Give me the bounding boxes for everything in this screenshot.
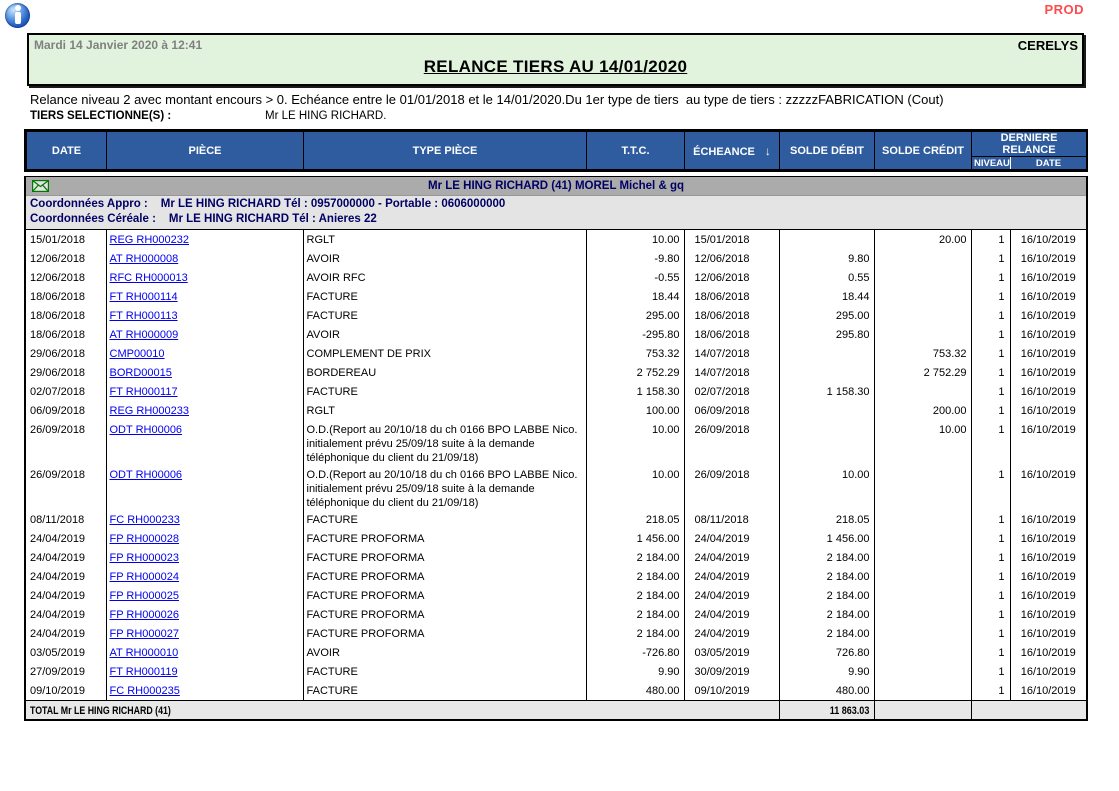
table-row (26, 548, 1086, 567)
table-row (26, 249, 1086, 268)
cell-date: 03/05/2019 (26, 643, 106, 662)
cell-ttc: 1 456.00 (586, 529, 684, 548)
piece-link[interactable]: AT RH000010 (109, 647, 179, 659)
cell-ttc: 100.00 (586, 401, 684, 420)
cell-piece (106, 605, 303, 624)
piece-link[interactable]: FC RH000233 (109, 514, 180, 526)
cell-niveau: 1 (971, 382, 1010, 401)
cell-piece (106, 306, 303, 325)
cell-niveau: 1 (971, 643, 1010, 662)
cell-solde-credit (874, 306, 971, 325)
cell-type-piece: O.D.(Report au 20/10/18 du ch 0166 BPO LABBE Nico. initialement prévu 25/09/18 suite à la demande téléphonique du client du 21/09/18) (303, 420, 586, 465)
cell-solde-debit: 2 184.00 (779, 567, 874, 586)
piece-link[interactable]: REG RH000233 (109, 405, 189, 417)
cell-relance-date: 16/10/2019 (1020, 533, 1076, 545)
cell-solde-credit (874, 382, 971, 401)
table-row (26, 230, 1086, 249)
cell-solde-credit (874, 624, 971, 643)
cell-niveau: 1 (971, 230, 1010, 249)
cell-type-piece: FACTURE (303, 681, 586, 700)
cell-echeance: 26/09/2018 (684, 420, 779, 465)
cell-solde-debit: 2 184.00 (779, 586, 874, 605)
cell-solde-debit: 18.44 (779, 287, 874, 306)
table-header (24, 129, 1088, 172)
total-label: TOTAL Mr LE HING RICHARD (41) (30, 704, 171, 717)
table-row (26, 306, 1086, 325)
table-row (26, 605, 1086, 624)
info-icon-stem (15, 12, 21, 24)
cell-type-piece: FACTURE PROFORMA (303, 567, 586, 586)
cell-solde-debit (779, 230, 874, 249)
cell-niveau: 1 (971, 325, 1010, 344)
cell-date: 02/07/2018 (26, 382, 106, 401)
cell-echeance: 24/04/2019 (684, 586, 779, 605)
cell-ttc: 1 158.30 (586, 382, 684, 401)
column-header-niveau: NIVEAU (972, 157, 1011, 170)
cell-type-piece: RGLT (303, 230, 586, 249)
cell-piece (106, 363, 303, 382)
cell-relance-date: 16/10/2019 (1020, 405, 1076, 417)
total-relance-cell (971, 700, 1086, 719)
cell-niveau: 1 (971, 662, 1010, 681)
cell-relance-date: 16/10/2019 (1020, 272, 1076, 284)
cell-relance-date: 16/10/2019 (1020, 253, 1076, 265)
cell-ttc: -0.55 (586, 268, 684, 287)
column-header-relance-date: DATE (1011, 157, 1087, 170)
cell-solde-credit (874, 548, 971, 567)
cell-solde-debit: 726.80 (779, 643, 874, 662)
cell-niveau: 1 (971, 465, 1010, 510)
cell-solde-debit: 295.00 (779, 306, 874, 325)
cell-relance-date: 16/10/2019 (1020, 424, 1076, 436)
cell-piece (106, 420, 303, 465)
piece-link[interactable]: ODT RH00006 (109, 424, 183, 436)
cell-solde-credit (874, 662, 971, 681)
cell-type-piece: FACTURE (303, 662, 586, 681)
cell-solde-debit: 10.00 (779, 465, 874, 510)
piece-link[interactable]: BORD00015 (109, 367, 172, 379)
piece-link[interactable]: REG RH000232 (109, 234, 189, 246)
cell-niveau: 1 (971, 567, 1010, 586)
tiers-group-header (26, 177, 1086, 196)
cell-type-piece: AVOIR (303, 325, 586, 344)
cell-type-piece: FACTURE PROFORMA (303, 548, 586, 567)
cell-ttc: 10.00 (586, 420, 684, 465)
cell-echeance: 09/10/2019 (684, 681, 779, 700)
cell-niveau: 1 (971, 624, 1010, 643)
table-row (26, 586, 1086, 605)
cell-niveau: 1 (971, 363, 1010, 382)
cell-ttc: 18.44 (586, 287, 684, 306)
cell-piece (106, 586, 303, 605)
cell-piece (106, 548, 303, 567)
piece-link[interactable]: CMP00010 (109, 348, 165, 360)
table-row (26, 643, 1086, 662)
sort-descending-icon: ↓ (764, 143, 771, 158)
cell-relance-date: 16/10/2019 (1020, 552, 1076, 564)
cell-solde-credit (874, 287, 971, 306)
cell-ttc: 2 184.00 (586, 548, 684, 567)
cell-ttc: 10.00 (586, 230, 684, 249)
column-header-derniere-relance: DERNIERE RELANCE (972, 132, 1087, 157)
cell-niveau: 1 (971, 548, 1010, 567)
coord-appro-value: Mr LE HING RICHARD Tél : 0957000000 - Portable : 0606000000 (160, 198, 506, 210)
cell-ttc: 2 184.00 (586, 624, 684, 643)
cell-solde-debit: 295.80 (779, 325, 874, 344)
cell-piece (106, 624, 303, 643)
cell-type-piece: FACTURE PROFORMA (303, 624, 586, 643)
cell-niveau: 1 (971, 401, 1010, 420)
cell-niveau: 1 (971, 529, 1010, 548)
cell-relance-date: 16/10/2019 (1020, 647, 1076, 659)
cell-ttc: -726.80 (586, 643, 684, 662)
cell-solde-credit: 2 752.29 (874, 363, 971, 382)
cell-ttc: 480.00 (586, 681, 684, 700)
cell-solde-credit: 753.32 (874, 344, 971, 363)
cell-type-piece: FACTURE (303, 382, 586, 401)
cell-ttc: 2 184.00 (586, 586, 684, 605)
report-datetime: Mardi 14 Janvier 2020 à 12:41 (34, 38, 203, 52)
cell-relance-date: 16/10/2019 (1020, 310, 1076, 322)
cell-relance-date: 16/10/2019 (1020, 628, 1076, 640)
cell-piece (106, 325, 303, 344)
info-icon-dot (15, 5, 21, 11)
cell-ttc: 10.00 (586, 465, 684, 510)
table-row (26, 681, 1086, 700)
cell-date: 24/04/2019 (26, 586, 106, 605)
cell-echeance: 15/01/2018 (684, 230, 779, 249)
table-row (26, 465, 1086, 510)
cell-relance-date: 16/10/2019 (1020, 609, 1076, 621)
report-title: RELANCE TIERS AU 14/01/2020 (423, 57, 688, 76)
cell-ttc: 753.32 (586, 344, 684, 363)
cell-relance-date: 16/10/2019 (1020, 469, 1076, 481)
cell-type-piece: FACTURE PROFORMA (303, 605, 586, 624)
cell-relance-date: 16/10/2019 (1020, 571, 1076, 583)
cell-echeance: 14/07/2018 (684, 363, 779, 382)
piece-link[interactable]: RFC RH000013 (109, 272, 188, 284)
column-header-echeance[interactable] (685, 132, 780, 170)
cell-date: 18/06/2018 (26, 325, 106, 344)
cell-date: 24/04/2019 (26, 624, 106, 643)
table-row (26, 420, 1086, 465)
cell-solde-debit: 2 184.00 (779, 605, 874, 624)
cell-niveau: 1 (971, 420, 1010, 465)
cell-piece (106, 344, 303, 363)
cell-echeance: 24/04/2019 (684, 529, 779, 548)
cell-solde-credit (874, 325, 971, 344)
cell-piece (106, 681, 303, 700)
cell-solde-debit (779, 344, 874, 363)
cell-ttc: 2 184.00 (586, 567, 684, 586)
table-row (26, 325, 1086, 344)
cell-piece (106, 662, 303, 681)
tiers-group-title: Mr LE HING RICHARD (41) MOREL Michel & gq (428, 180, 684, 192)
cell-echeance: 08/11/2018 (684, 510, 779, 529)
cell-solde-credit (874, 465, 971, 510)
cell-solde-debit: 0.55 (779, 268, 874, 287)
report-banner (27, 33, 1084, 86)
cell-echeance: 02/07/2018 (684, 382, 779, 401)
cell-date: 06/09/2018 (26, 401, 106, 420)
cell-echeance: 18/06/2018 (684, 306, 779, 325)
cell-type-piece: FACTURE (303, 510, 586, 529)
cell-solde-credit (874, 681, 971, 700)
cell-date: 29/06/2018 (26, 344, 106, 363)
cell-relance-date: 16/10/2019 (1020, 291, 1076, 303)
cell-echeance: 24/04/2019 (684, 567, 779, 586)
cell-date: 18/06/2018 (26, 287, 106, 306)
cell-relance-date: 16/10/2019 (1020, 386, 1076, 398)
cell-piece (106, 567, 303, 586)
environment-badge: PROD (1044, 2, 1084, 17)
cell-type-piece: FACTURE PROFORMA (303, 586, 586, 605)
cell-date: 15/01/2018 (26, 230, 106, 249)
total-solde-debit: 11 863.03 (829, 704, 870, 717)
cell-solde-debit (779, 363, 874, 382)
cell-solde-debit (779, 401, 874, 420)
table-row (26, 662, 1086, 681)
company-name: CERELYS (1017, 38, 1078, 53)
cell-niveau: 1 (971, 510, 1010, 529)
cell-relance-date: 16/10/2019 (1020, 329, 1076, 341)
cell-solde-debit (779, 420, 874, 465)
tiers-coordinates (26, 196, 1086, 230)
cell-solde-debit: 2 184.00 (779, 548, 874, 567)
cell-niveau: 1 (971, 268, 1010, 287)
cell-echeance: 14/07/2018 (684, 344, 779, 363)
cell-type-piece: AVOIR (303, 249, 586, 268)
cell-piece (106, 287, 303, 306)
cell-solde-debit: 1 158.30 (779, 382, 874, 401)
total-solde-debit-cell (779, 700, 874, 719)
coord-cereale-line (30, 212, 1086, 227)
table-body-box (24, 176, 1088, 721)
info-icon[interactable] (5, 3, 30, 28)
cell-type-piece: FACTURE (303, 306, 586, 325)
cell-ttc: 2 184.00 (586, 605, 684, 624)
cell-solde-debit: 9.90 (779, 662, 874, 681)
cell-type-piece: FACTURE PROFORMA (303, 529, 586, 548)
piece-link[interactable]: FP RH000025 (109, 590, 180, 602)
cell-piece (106, 643, 303, 662)
table-row (26, 529, 1086, 548)
cell-ttc: 218.05 (586, 510, 684, 529)
cell-relance-date: 16/10/2019 (1020, 367, 1076, 379)
cell-niveau: 1 (971, 306, 1010, 325)
cell-niveau: 1 (971, 249, 1010, 268)
cell-piece (106, 401, 303, 420)
cell-ttc: -295.80 (586, 325, 684, 344)
cell-solde-credit (874, 605, 971, 624)
cell-date: 08/11/2018 (26, 510, 106, 529)
envelope-icon[interactable] (32, 180, 49, 199)
table-row (26, 363, 1086, 382)
cell-echeance: 12/06/2018 (684, 249, 779, 268)
piece-link[interactable]: FT RH000117 (109, 386, 178, 398)
cell-echeance: 03/05/2019 (684, 643, 779, 662)
cell-niveau: 1 (971, 586, 1010, 605)
filter-description: Relance niveau 2 avec montant encours > 0. Echéance entre le 01/01/2018 et le 14/01/2020.Du 1er type de tiers au type de tiers : zzzzzFABRICATION (Cout) (30, 92, 944, 107)
piece-link[interactable]: FT RH000119 (109, 666, 178, 678)
cell-type-piece: AVOIR (303, 643, 586, 662)
column-header-echeance-label: ÉCHEANCE (693, 145, 755, 158)
cell-solde-debit: 480.00 (779, 681, 874, 700)
cell-echeance: 24/04/2019 (684, 624, 779, 643)
cell-niveau: 1 (971, 605, 1010, 624)
cell-ttc: 9.90 (586, 662, 684, 681)
cell-type-piece: FACTURE (303, 287, 586, 306)
column-header-solde-debit: SOLDE DÉBIT (780, 132, 875, 170)
column-header-type-piece: TYPE PIÈCE (304, 132, 587, 170)
cell-echeance: 24/04/2019 (684, 548, 779, 567)
piece-link[interactable]: ODT RH00006 (109, 469, 183, 481)
cell-type-piece: COMPLEMENT DE PRIX (303, 344, 586, 363)
selected-tiers-label: TIERS SELECTIONNE(S) : (30, 110, 172, 122)
cell-solde-credit (874, 586, 971, 605)
cell-solde-credit (874, 567, 971, 586)
coord-cereale-label: Coordonnées Céréale : (30, 213, 156, 225)
cell-date: 09/10/2019 (26, 681, 106, 700)
piece-link[interactable]: FT RH000113 (109, 310, 178, 322)
piece-link[interactable]: FP RH000026 (109, 609, 180, 621)
cell-solde-credit: 10.00 (874, 420, 971, 465)
piece-link[interactable]: AT RH000009 (109, 329, 179, 341)
column-header-date: DATE (27, 132, 107, 170)
cell-piece (106, 529, 303, 548)
cell-piece (106, 268, 303, 287)
cell-type-piece: RGLT (303, 401, 586, 420)
column-header-solde-credit: SOLDE CRÉDIT (875, 132, 972, 170)
piece-link[interactable]: FT RH000114 (109, 291, 178, 303)
table-row (26, 268, 1086, 287)
cell-echeance: 30/09/2019 (684, 662, 779, 681)
table-row (26, 344, 1086, 363)
cell-piece (106, 249, 303, 268)
table-row (26, 287, 1086, 306)
cell-date: 26/09/2018 (26, 465, 106, 510)
cell-piece (106, 230, 303, 249)
cell-niveau: 1 (971, 344, 1010, 363)
total-label-cell (26, 700, 779, 719)
cell-type-piece: AVOIR RFC (303, 268, 586, 287)
cell-solde-debit: 1 456.00 (779, 529, 874, 548)
coord-appro-label: Coordonnées Appro : (30, 198, 148, 210)
total-solde-credit-cell (874, 700, 971, 719)
cell-date: 24/04/2019 (26, 605, 106, 624)
cell-echeance: 26/09/2018 (684, 465, 779, 510)
table-row (26, 382, 1086, 401)
cell-relance-date: 16/10/2019 (1020, 685, 1076, 697)
table-row (26, 401, 1086, 420)
piece-link[interactable]: FP RH000023 (109, 552, 180, 564)
cell-solde-debit: 2 184.00 (779, 624, 874, 643)
cell-relance-date: 16/10/2019 (1020, 514, 1076, 526)
piece-link[interactable]: AT RH000008 (109, 253, 179, 265)
cell-date: 24/04/2019 (26, 548, 106, 567)
cell-echeance: 24/04/2019 (684, 605, 779, 624)
table-row (26, 624, 1086, 643)
cell-niveau: 1 (971, 287, 1010, 306)
cell-ttc: 2 752.29 (586, 363, 684, 382)
cell-solde-debit: 218.05 (779, 510, 874, 529)
cell-type-piece: BORDEREAU (303, 363, 586, 382)
cell-date: 12/06/2018 (26, 249, 106, 268)
cell-ttc: -9.80 (586, 249, 684, 268)
cell-echeance: 12/06/2018 (684, 268, 779, 287)
cell-solde-debit: 9.80 (779, 249, 874, 268)
cell-relance-date: 16/10/2019 (1020, 348, 1076, 360)
cell-solde-credit (874, 529, 971, 548)
cell-solde-credit: 200.00 (874, 401, 971, 420)
cell-relance-date: 16/10/2019 (1020, 590, 1076, 602)
cell-date: 12/06/2018 (26, 268, 106, 287)
cell-type-piece: O.D.(Report au 20/10/18 du ch 0166 BPO LABBE Nico. initialement prévu 25/09/18 suite à la demande téléphonique du client du 21/09/18) (303, 465, 586, 510)
table-row (26, 567, 1086, 586)
coord-appro-line (30, 197, 1086, 212)
coord-cereale-value: Mr LE HING RICHARD Tél : Anieres 22 (168, 213, 377, 225)
cell-solde-credit (874, 510, 971, 529)
cell-relance-date: 16/10/2019 (1020, 666, 1076, 678)
column-header-ttc: T.T.C. (587, 132, 685, 170)
cell-date: 24/04/2019 (26, 567, 106, 586)
cell-relance-date: 16/10/2019 (1020, 234, 1076, 246)
cell-echeance: 18/06/2018 (684, 287, 779, 306)
piece-link[interactable]: FP RH000028 (109, 533, 180, 545)
selected-tiers-line (30, 110, 387, 122)
column-header-piece: PIÈCE (107, 132, 304, 170)
cell-solde-credit (874, 643, 971, 662)
cell-ttc: 295.00 (586, 306, 684, 325)
table-body (26, 230, 1086, 700)
selected-tiers-value: Mr LE HING RICHARD. (265, 110, 387, 122)
cell-date: 26/09/2018 (26, 420, 106, 465)
cell-date: 29/06/2018 (26, 363, 106, 382)
cell-solde-credit (874, 268, 971, 287)
report-table (24, 129, 1088, 721)
cell-date: 18/06/2018 (26, 306, 106, 325)
cell-solde-credit (874, 249, 971, 268)
cell-echeance: 06/09/2018 (684, 401, 779, 420)
table-row (26, 510, 1086, 529)
piece-link[interactable]: FP RH000027 (109, 628, 180, 640)
cell-niveau: 1 (971, 681, 1010, 700)
cell-echeance: 18/06/2018 (684, 325, 779, 344)
piece-link[interactable]: FP RH000024 (109, 571, 180, 583)
cell-piece (106, 382, 303, 401)
cell-date: 24/04/2019 (26, 529, 106, 548)
cell-piece (106, 510, 303, 529)
cell-piece (106, 465, 303, 510)
total-row (26, 700, 1086, 719)
cell-date: 27/09/2019 (26, 662, 106, 681)
cell-solde-credit: 20.00 (874, 230, 971, 249)
piece-link[interactable]: FC RH000235 (109, 685, 180, 697)
